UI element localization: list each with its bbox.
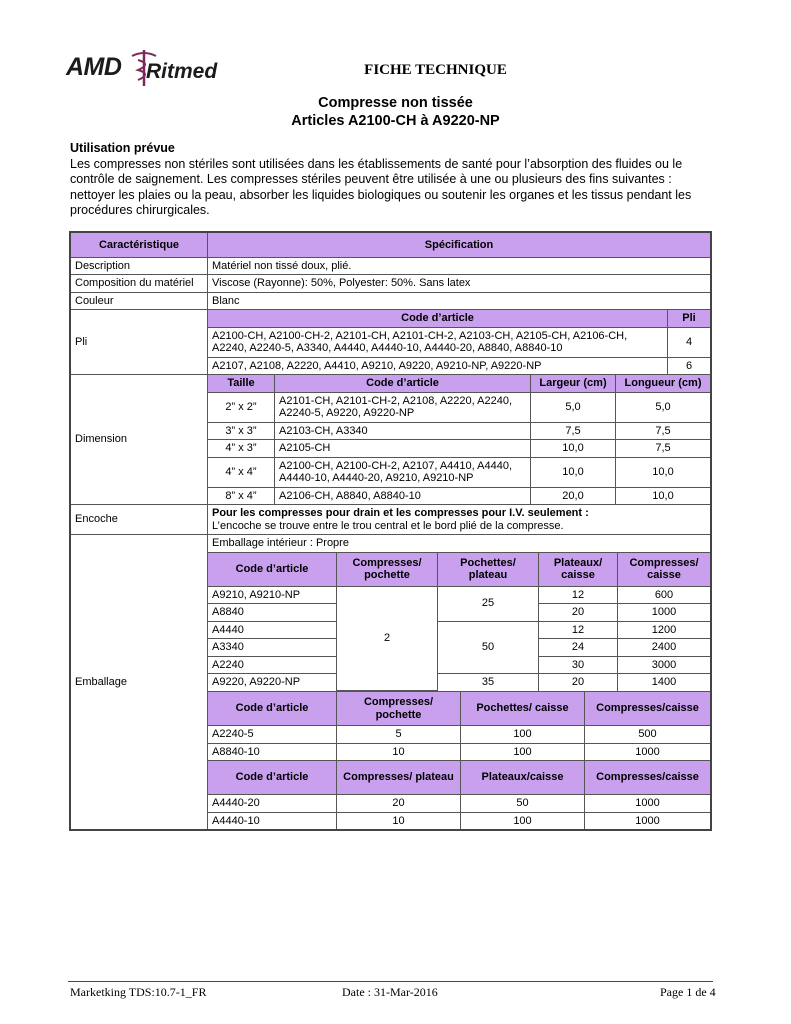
pk3-value: 1000 (585, 795, 711, 813)
pk1-trays: 12 (539, 586, 618, 604)
packaging-table-1 (208, 552, 710, 692)
dim-length: 5,0 (616, 392, 711, 422)
packaging-inner: Emballage intérieur : Propre (212, 537, 349, 549)
pk1-header: Code d’article (208, 552, 337, 586)
packaging-table-2 (208, 691, 710, 760)
pk1-trays: 20 (539, 604, 618, 622)
ply-subtable (208, 310, 710, 374)
dim-width: 7,5 (531, 422, 616, 440)
pk1-trays: 30 (539, 656, 618, 674)
row-label: Description (70, 257, 208, 275)
table-row (208, 743, 710, 760)
notch-bold: Pour les compresses pour drain et les compresses pour I.V. seulement : (212, 507, 589, 519)
dim-header-size: Taille (208, 375, 275, 392)
pk1-code: A8840 (208, 604, 337, 622)
document-title: FICHE TECHNIQUE (364, 62, 507, 78)
product-name: Compresse non tissée (318, 95, 473, 111)
footer-page: Page 1 de 4 (660, 985, 716, 999)
table-row (70, 292, 711, 310)
table-row (208, 422, 710, 440)
pk1-total: 1400 (618, 674, 711, 691)
pk2-header: Pochettes/ caisse (461, 692, 585, 726)
table-row (208, 674, 710, 691)
ply-codes: A2107, A2108, A2220, A4410, A9210, A9220, A9210-NP, A9220-NP (208, 357, 668, 374)
dimension-subtable (208, 375, 710, 504)
pk1-total: 2400 (618, 639, 711, 657)
row-value: Blanc (208, 292, 712, 310)
dim-header-code: Code d’article (275, 375, 531, 392)
pk1-total: 1000 (618, 604, 711, 622)
pk2-value: 5 (337, 726, 461, 744)
pk3-value: 1000 (585, 812, 711, 829)
product-articles: Articles A2100-CH à A9220-NP (291, 113, 500, 129)
table-row (208, 586, 710, 604)
usage-section (70, 141, 720, 219)
dim-length: 10,0 (616, 457, 711, 487)
notch-cell (208, 505, 712, 535)
table-row (208, 392, 710, 422)
row-label: Composition du matériel (70, 275, 208, 293)
pk2-value: 100 (461, 743, 585, 760)
table-row (208, 726, 710, 744)
pk1-code: A3340 (208, 639, 337, 657)
pk1-code: A4440 (208, 621, 337, 639)
ply-header-code: Code d’article (208, 310, 668, 327)
dim-size: 3” x 3” (208, 422, 275, 440)
pk1-total: 3000 (618, 656, 711, 674)
pk3-header: Plateaux/caisse (461, 761, 585, 795)
product-title (0, 94, 791, 130)
pk3-code: A4440-10 (208, 812, 337, 829)
pk2-value: 100 (461, 726, 585, 744)
table-row (208, 812, 710, 829)
dim-codes: A2100-CH, A2100-CH-2, A2107, A4410, A4440, A4440-10, A4440-20, A9210, A9210-NP (275, 457, 531, 487)
dim-width: 5,0 (531, 392, 616, 422)
table-row (208, 457, 710, 487)
pk2-code: A2240-5 (208, 726, 337, 744)
table-row (70, 505, 711, 535)
dim-codes: A2103-CH, A3340 (275, 422, 531, 440)
pk1-header: Pochettes/ plateau (438, 552, 539, 586)
pk1-code: A9220, A9220-NP (208, 674, 337, 691)
table-row (70, 257, 711, 275)
pk1-pouches: 50 (438, 621, 539, 674)
dim-size: 4” x 4” (208, 457, 275, 487)
pk3-header: Compresses/ plateau (337, 761, 461, 795)
ply-count: 4 (668, 327, 711, 357)
dim-codes: A2106-CH, A8840, A8840-10 (275, 487, 531, 504)
pk1-header: Compresses/ pochette (337, 552, 438, 586)
footer-date: Date : 31-Mar-2016 (342, 985, 438, 999)
pk1-code: A9210, A9210-NP (208, 586, 337, 604)
dim-length: 7,5 (616, 422, 711, 440)
header-specification: Spécification (208, 232, 712, 257)
pk1-pouches: 35 (438, 674, 539, 691)
pk3-header: Compresses/caisse (585, 761, 711, 795)
specification-table (69, 231, 712, 831)
pk2-header: Compresses/caisse (585, 692, 711, 726)
pk1-pouches: 25 (438, 586, 539, 621)
dim-width: 20,0 (531, 487, 616, 504)
pk1-trays: 24 (539, 639, 618, 657)
usage-text: Les compresses non stériles sont utilisées dans les établissements de santé pour l’absorption des fluides ou le contrôle de saignement. Les compresses stériles peuvent être utilisée à une ou plusieurs des fins suivantes : nettoyer les plaies ou la peau, absorber les liquides biologiques ou soutenir les organes et les tissus pendant les procédures chirurgicales. (70, 156, 692, 217)
pk1-total: 600 (618, 586, 711, 604)
packaging-inner-row (208, 535, 710, 552)
row-value: Matériel non tissé doux, plié. (208, 257, 712, 275)
table-row (208, 327, 710, 357)
logo-amd-text: AMD (66, 53, 122, 81)
dim-codes: A2101-CH, A2101-CH-2, A2108, A2220, A2240, A2240-5, A9220, A9220-NP (275, 392, 531, 422)
dimension-subtable-cell (208, 375, 712, 505)
dim-size: 2” x 2” (208, 392, 275, 422)
header-characteristic: Caractéristique (70, 232, 208, 257)
table-row (208, 795, 710, 813)
pk2-header: Compresses/ pochette (337, 692, 461, 726)
pk3-value: 50 (461, 795, 585, 813)
dim-codes: A2105-CH (275, 440, 531, 458)
pk1-header: Plateaux/ caisse (539, 552, 618, 586)
pk2-value: 500 (585, 726, 711, 744)
table-row (208, 357, 710, 374)
ply-codes: A2100-CH, A2100-CH-2, A2101-CH, A2101-CH-2, A2103-CH, A2105-CH, A2106-CH, A2240, A2240-5, A3340, A4440, A4440-10, A4440-20, A8840, A8840-10 (208, 327, 668, 357)
footer-divider (68, 981, 713, 982)
table-row (70, 535, 711, 831)
dim-size: 8” x 4” (208, 487, 275, 504)
pk3-value: 100 (461, 812, 585, 829)
table-row (70, 310, 711, 375)
pk3-header: Code d’article (208, 761, 337, 795)
dim-size: 4” x 3” (208, 440, 275, 458)
packaging-cell (208, 535, 712, 831)
table-row (70, 375, 711, 505)
pk3-value: 10 (337, 812, 461, 829)
packaging-table-3 (208, 760, 710, 829)
row-label: Encoche (70, 505, 208, 535)
row-label: Pli (70, 310, 208, 375)
row-label: Emballage (70, 535, 208, 831)
pk1-code: A2240 (208, 656, 337, 674)
dim-length: 7,5 (616, 440, 711, 458)
pk3-code: A4440-20 (208, 795, 337, 813)
usage-title: Utilisation prévue (70, 141, 175, 155)
pk1-trays: 20 (539, 674, 618, 691)
notch-text: L’encoche se trouve entre le trou central et le bord plié de la compresse. (212, 519, 564, 532)
pk3-value: 20 (337, 795, 461, 813)
pk2-value: 1000 (585, 743, 711, 760)
pk1-trays: 12 (539, 621, 618, 639)
row-label: Dimension (70, 375, 208, 505)
pk1-per-pouch: 2 (337, 586, 438, 691)
row-value: Viscose (Rayonne): 50%, Polyester: 50%. Sans latex (208, 275, 712, 293)
logo-ritmed-text: Ritmed (146, 60, 218, 83)
ply-count: 6 (668, 357, 711, 374)
row-label: Couleur (70, 292, 208, 310)
footer-doc-ref: Marketking TDS:10.7-1_FR (70, 985, 207, 999)
dim-width: 10,0 (531, 457, 616, 487)
table-row (208, 487, 710, 504)
dim-width: 10,0 (531, 440, 616, 458)
table-row (208, 440, 710, 458)
table-row (208, 621, 710, 639)
ply-header-ply: Pli (668, 310, 711, 327)
table-row (70, 275, 711, 293)
ply-subtable-cell (208, 310, 712, 375)
dim-header-length: Longueur (cm) (616, 375, 711, 392)
pk2-header: Code d’article (208, 692, 337, 726)
dim-length: 10,0 (616, 487, 711, 504)
pk2-code: A8840-10 (208, 743, 337, 760)
pk1-total: 1200 (618, 621, 711, 639)
pk2-value: 10 (337, 743, 461, 760)
dim-header-width: Largeur (cm) (531, 375, 616, 392)
pk1-header: Compresses/ caisse (618, 552, 711, 586)
